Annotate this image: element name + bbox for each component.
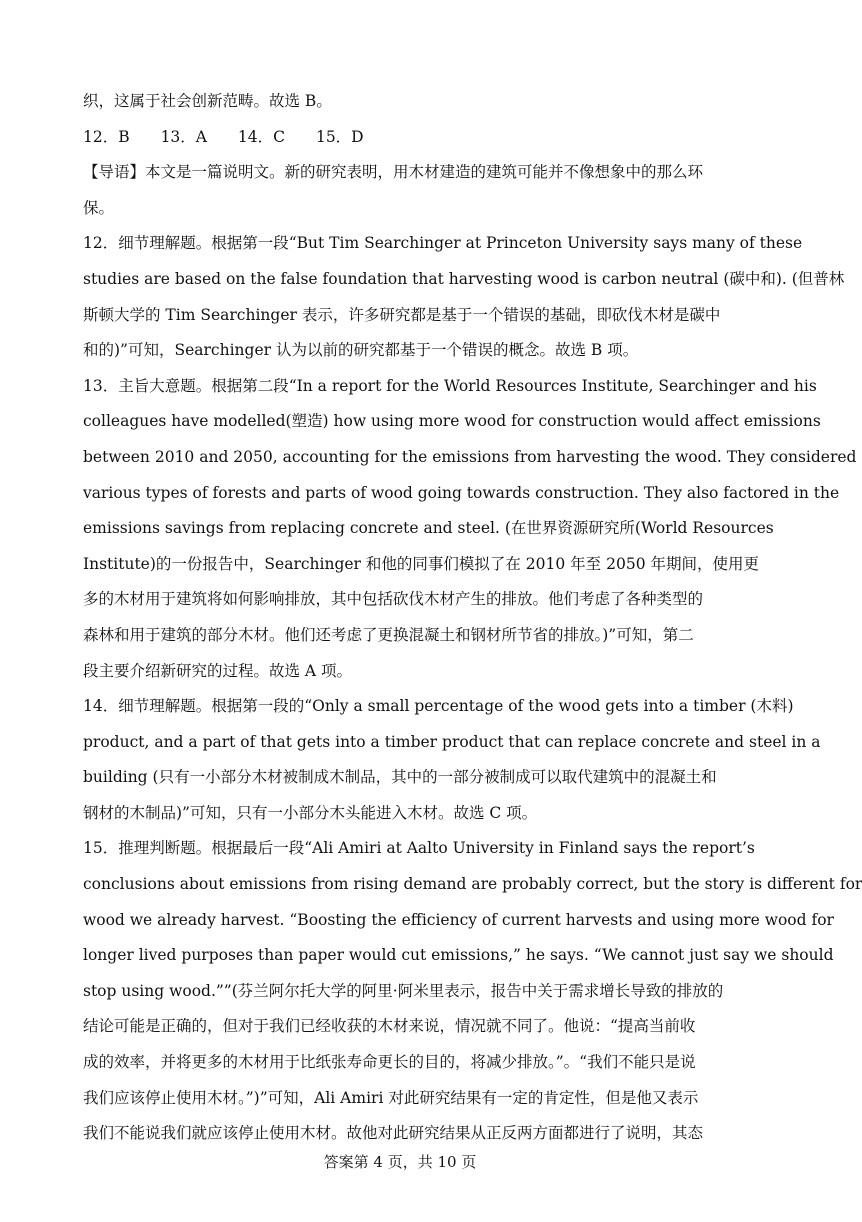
q12-explanation-line: 12．细节理解题。根据第一段“But Tim Searchinger at Princeton University says many of these xyxy=(83,234,803,253)
text-line: various types of forests and parts of wood going towards construction. They also factored in the xyxy=(83,483,840,502)
text-line: 斯顿大学的 Tim Searchinger 表示，许多研究都是基于一个错误的基础，即砍伐木材是碳中 xyxy=(83,305,721,324)
text-line: colleagues have modelled(塑造) how using more wood for construction would affect emissions xyxy=(83,412,821,431)
text-line: emissions savings from replacing concrete and steel. (在世界资源研究所(World Resources xyxy=(83,519,774,538)
text-line: 保。 xyxy=(83,198,115,217)
text-line: Institute)的一份报告中，Searchinger 和他的同事们模拟了在 2010 年至 2050 年期间，使用更 xyxy=(83,554,759,573)
text-line: 织，这属于社会创新范畴。故选 B。 xyxy=(83,92,332,110)
q14-explanation-line: 14．细节理解题。根据第一段的“Only a small percentage of the wood gets into a timber (木料) xyxy=(83,697,794,716)
q15-explanation-line: 15．推理判断题。根据最后一段“Ali Amiri at Aalto University in Finland says the report’s xyxy=(83,839,755,858)
guide-heading-line: 【导语】本文是一篇说明文。新的研究表明，用木材建造的建筑可能并不像想象中的那么环 xyxy=(83,163,704,182)
text-line: 段主要介绍新研究的过程。故选 A 项。 xyxy=(83,661,353,680)
answer-key-line xyxy=(83,120,720,156)
q13-explanation-line: 13．主旨大意题。根据第二段“In a report for the World Resources Institute, Searchinger and his xyxy=(83,376,817,395)
page-footer: 答案第 4 页，共 10 页 xyxy=(323,1153,477,1171)
answer-14: 14．C xyxy=(237,127,286,146)
text-line: 结论可能是正确的，但对于我们已经收获的木材来说，情况就不同了。他说：“提高当前收 xyxy=(83,1017,696,1036)
text-line: product, and a part of that gets into a timber product that can replace concrete and steel in a xyxy=(83,732,821,751)
text-line: 我们应该停止使用木材。”)”可知，Ali Amiri 对此研究结果有一定的肯定性，但是他又表示 xyxy=(83,1088,699,1107)
text-line: 钢材的木制品)”可知，只有一小部分木头能进入木材。故选 C 项。 xyxy=(83,803,538,822)
text-line: 我们不能说我们就应该停止使用木材。故他对此研究结果从正反两方面都进行了说明，其态 xyxy=(83,1124,704,1143)
text-line: longer lived purposes than paper would cut emissions,” he says. “We cannot just say we should xyxy=(83,946,834,965)
answer-13: 13．A xyxy=(160,127,207,146)
answer-12: 12．B xyxy=(83,127,130,146)
answer-15: 15．D xyxy=(315,127,364,146)
answer-text xyxy=(83,84,862,1152)
text-line: studies are based on the false foundation that harvesting wood is carbon neutral (碳中和). (但普林 xyxy=(83,269,845,288)
text-line: building (只有一小部分木材被制成木制品，其中的一部分被制成可以取代建筑中的混凝土和 xyxy=(83,768,717,787)
text-line: 和的)”可知，Searchinger 认为以前的研究都基于一个错误的概念。故选 B 项。 xyxy=(83,341,639,360)
text-line: wood we already harvest. “Boosting the efficiency of current harvests and using more wood for xyxy=(83,910,834,929)
text-line: between 2010 and 2050, accounting for the emissions from harvesting the wood. They considered xyxy=(83,447,857,466)
text-line: 多的木材用于建筑将如何影响排放，其中包括砍伐木材产生的排放。他们考虑了各种类型的 xyxy=(83,590,704,609)
text-line: conclusions about emissions from rising demand are probably correct, but the story is different for xyxy=(83,875,862,894)
text-line: 成的效率，并将更多的木材用于比纸张寿命更长的目的，将减少排放。”。“我们不能只是说 xyxy=(83,1053,696,1072)
text-line: 森林和用于建筑的部分木材。他们还考虑了更换混凝土和钢材所节省的排放。)”可知，第二 xyxy=(83,625,694,644)
text-line: stop using wood.””(芬兰阿尔托大学的阿里·阿米里表示，报告中关于需求增长导致的排放的 xyxy=(83,981,724,1000)
